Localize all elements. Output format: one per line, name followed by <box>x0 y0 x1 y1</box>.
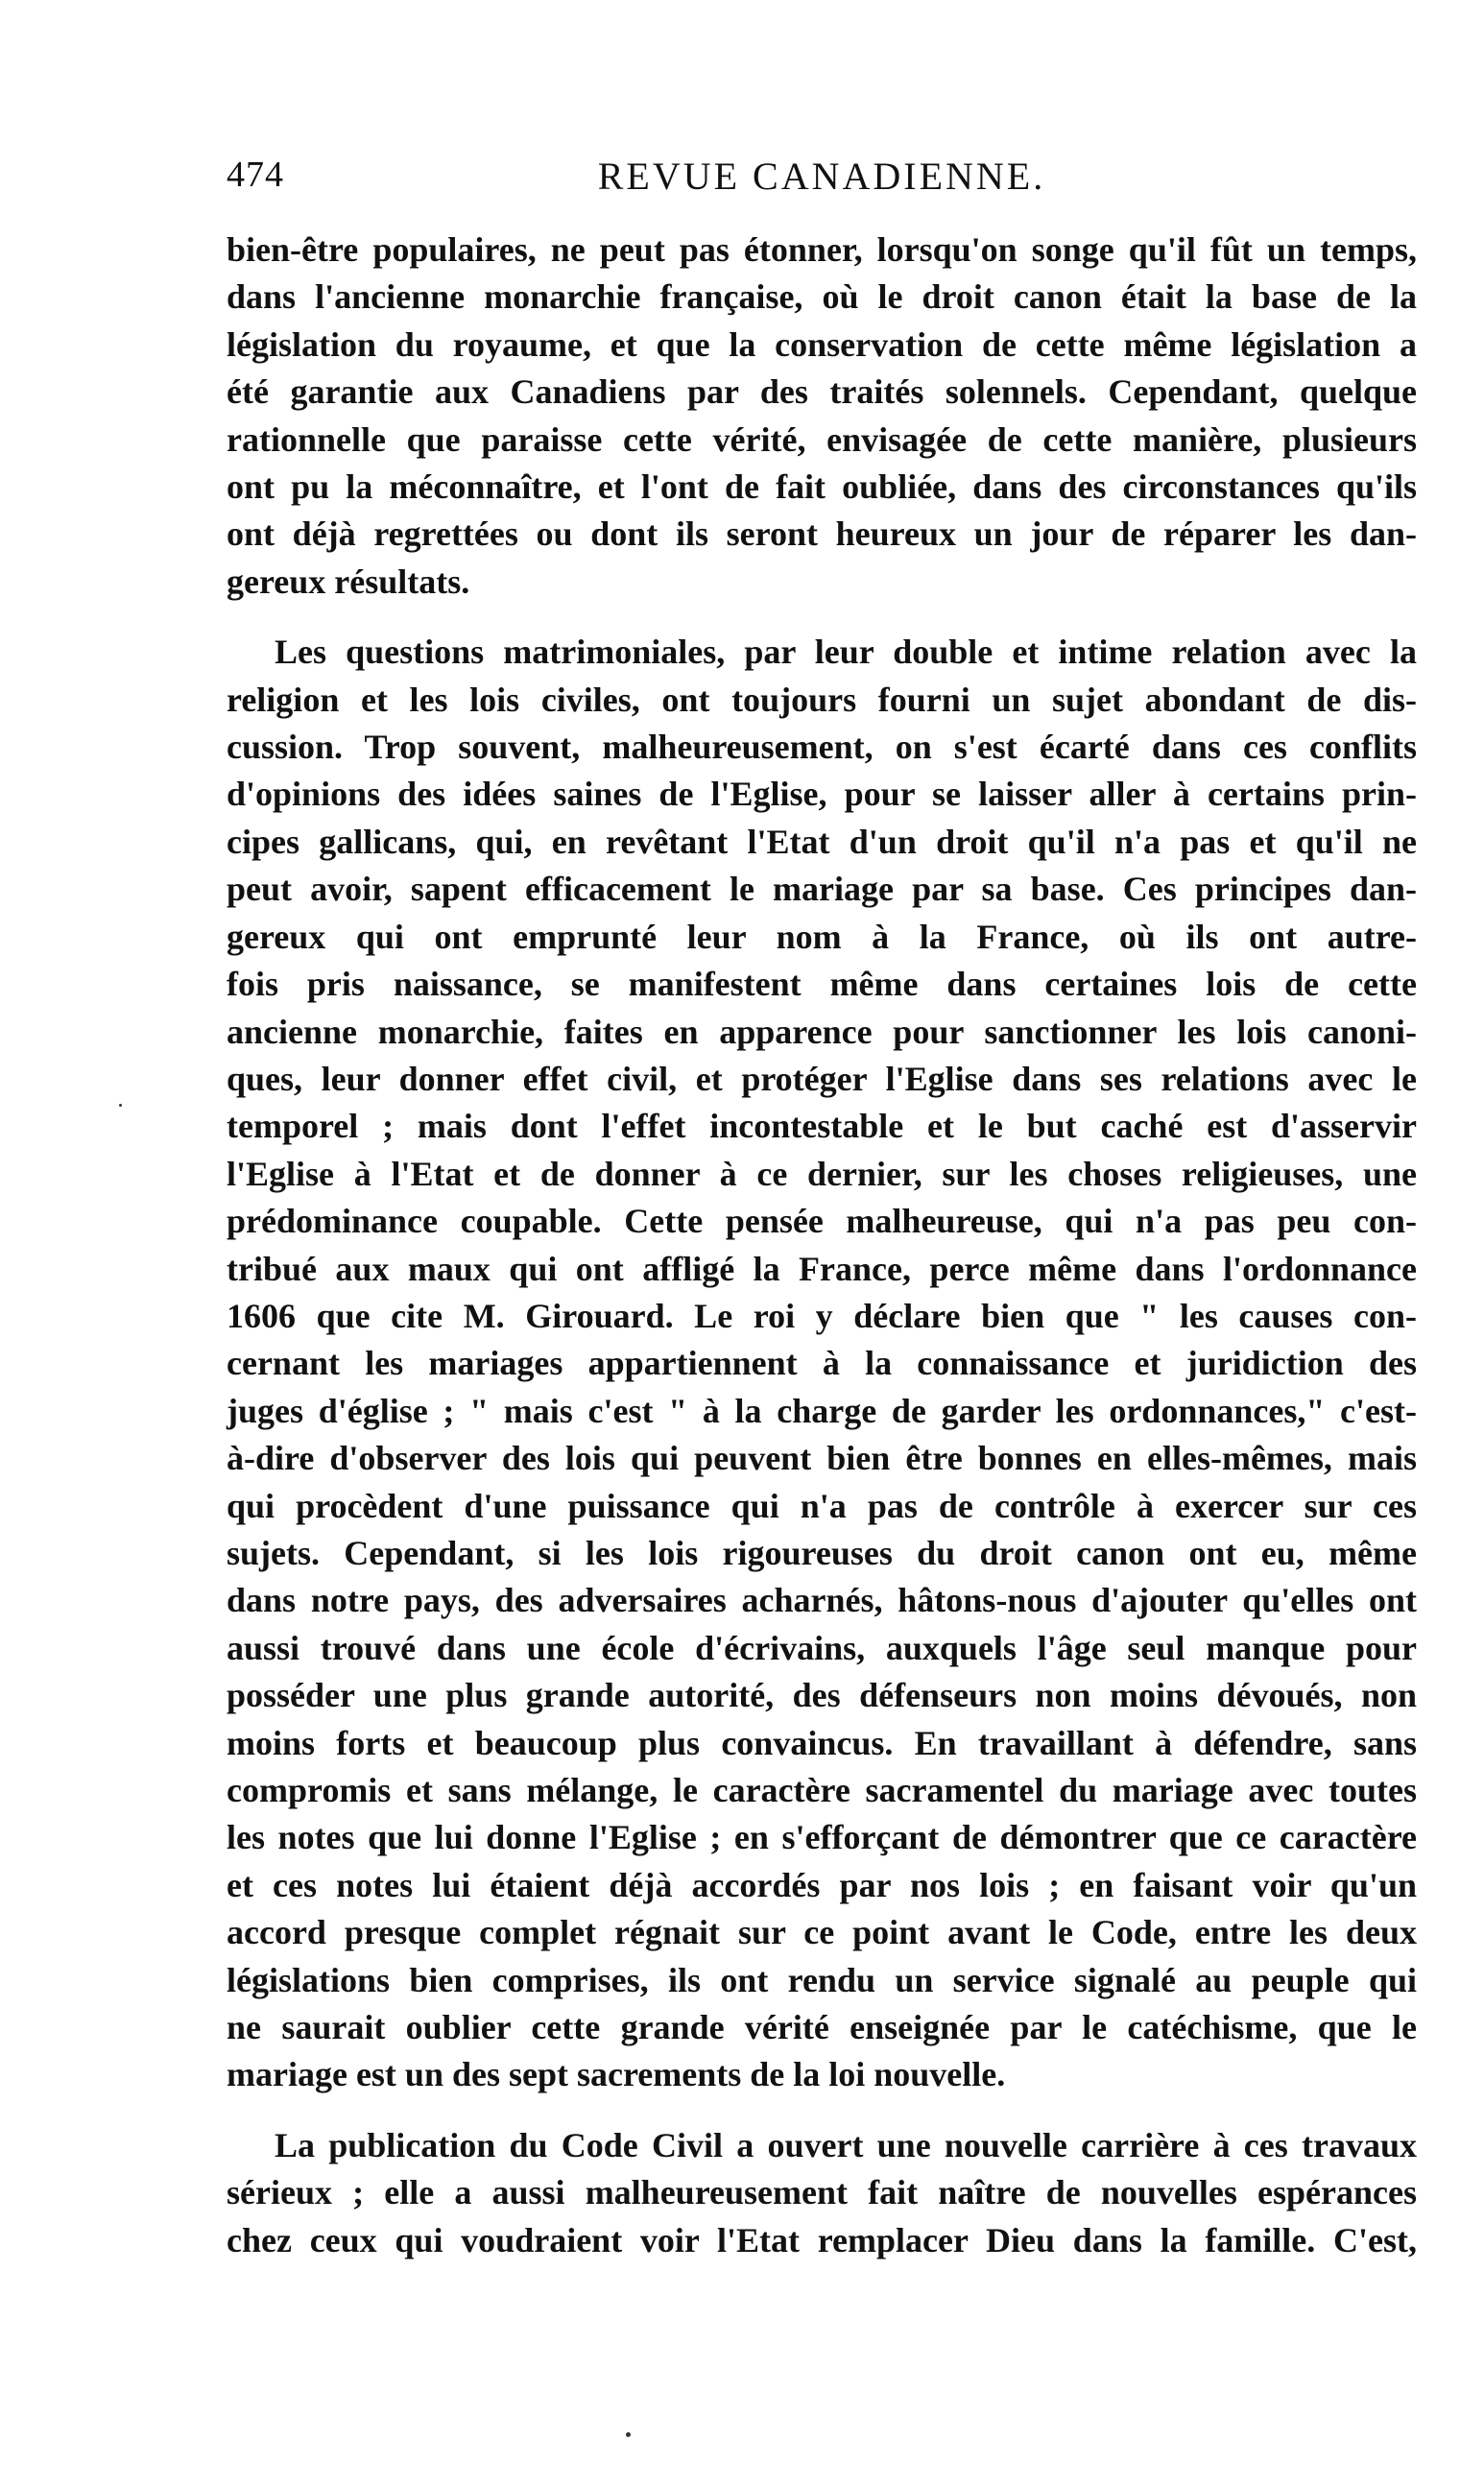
text-line: juges d'église ; " mais c'est " à la charge de garder les ordonnances," c'est- <box>227 1391 1417 1430</box>
text-line: gereux résultats. <box>227 562 470 601</box>
text-line: prédominance coupable. Cette pensée malheureuse, qui n'a pas peu con- <box>227 1202 1417 1241</box>
text-line: dans l'ancienne monarchie française, où le droit canon était la base de la <box>227 277 1417 317</box>
text-line: posséder une plus grande autorité, des défenseurs non moins dévoués, non <box>227 1676 1417 1715</box>
text-line: Les questions matrimoniales, par leur double et intime relation avec la <box>275 633 1417 672</box>
text-line: qui procèdent d'une puissance qui n'a pas de contrôle à exercer sur ces <box>227 1486 1417 1525</box>
text-line: temporel ; mais dont l'effet incontestable et le but caché est d'asservir <box>227 1107 1417 1146</box>
text-line: compromis et sans mélange, le caractère sacramentel du mariage avec toutes <box>227 1771 1417 1809</box>
text-line: moins forts et beaucoup plus convaincus. En travaillant à défendre, sans <box>227 1723 1417 1762</box>
text-line: cernant les mariages appartiennent à la connaissance et juridiction des <box>227 1344 1417 1383</box>
body-text <box>227 227 1417 2264</box>
text-line: d'opinions des idées saines de l'Eglise, pour se laisser aller à certains prin- <box>227 775 1417 814</box>
text-line: cussion. Trop souvent, malheureusement, on s'est écarté dans ces conflits <box>227 728 1417 767</box>
paragraph-gap <box>227 2099 1417 2122</box>
print-speck <box>626 2432 631 2437</box>
text-line: 1606 que cite M. Girouard. Le roi y déclare bien que " les causes con- <box>227 1296 1417 1335</box>
text-line: dans notre pays, des adversaires acharnés, hâtons-nous d'ajouter qu'elles ont <box>227 1581 1417 1620</box>
text-line: rationnelle que paraisse cette vérité, envisagée de cette manière, plusieurs <box>227 419 1417 459</box>
text-line: ques, leur donner effet civil, et protéger l'Eglise dans ses relations avec le <box>227 1059 1417 1098</box>
text-line: l'Eglise à l'Etat et de donner à ce dernier, sur les choses religieuses, une <box>227 1154 1417 1193</box>
paragraph-gap <box>227 606 1417 629</box>
text-line: peut avoir, sapent efficacement le mariage par sa base. Ces principes dan- <box>227 870 1417 909</box>
paragraph <box>227 227 1417 606</box>
text-line: aussi trouvé dans une école d'écrivains, auxquels l'âge seul manque pour <box>227 1628 1417 1667</box>
paragraph <box>227 629 1417 2099</box>
text-line: cipes gallicans, qui, en revêtant l'Etat d'un droit qu'il n'a pas et qu'il ne <box>227 822 1417 861</box>
text-line: sérieux ; elle a aussi malheureusement fait naître de nouvelles espérances <box>227 2173 1417 2212</box>
text-line: et ces notes lui étaient déjà accordés par nos lois ; en faisant voir qu'un <box>227 1865 1417 1904</box>
text-line: sujets. Cependant, si les lois rigoureuses du droit canon ont eu, même <box>227 1533 1417 1572</box>
page-header <box>227 154 1417 211</box>
text-line: législations bien comprises, ils ont rendu un service signalé au peuple qui <box>227 1960 1417 1999</box>
text-line: législation du royaume, et que la conservation de cette même législation a <box>227 324 1417 364</box>
text-line: chez ceux qui voudraient voir l'Etat remplacer Dieu dans la famille. C'est, <box>227 2220 1417 2259</box>
print-speck <box>119 1104 122 1107</box>
text-line: gereux qui ont emprunté leur nom à la France, où ils ont autre- <box>227 917 1417 956</box>
text-line: fois pris naissance, se manifestent même dans certaines lois de cette <box>227 965 1417 1004</box>
text-line: ont pu la méconnaître, et l'ont de fait oubliée, dans des circonstances qu'ils <box>227 467 1417 507</box>
text-line: les notes que lui donne l'Eglise ; en s'efforçant de démontrer que ce caractère <box>227 1818 1417 1857</box>
page-number: 474 <box>227 155 284 195</box>
text-line: accord presque complet régnait sur ce point avant le Code, entre les deux <box>227 1913 1417 1952</box>
text-line: bien-être populaires, ne peut pas étonner, lorsqu'on songe qu'il fût un temps, <box>227 230 1417 269</box>
text-line: été garantie aux Canadiens par des traités solennels. Cependant, quelque <box>227 372 1417 412</box>
running-title: REVUE CANADIENNE. <box>597 155 1046 198</box>
text-line: religion et les lois civiles, ont toujours fourni un sujet abondant de dis- <box>227 680 1417 719</box>
text-line: ne saurait oublier cette grande vérité enseignée par le catéchisme, que le <box>227 2008 1417 2047</box>
paragraph <box>227 2122 1417 2264</box>
text-line: à-dire d'observer des lois qui peuvent bien être bonnes en elles-mêmes, mais <box>227 1439 1417 1478</box>
text-line: tribué aux maux qui ont affligé la France, perce même dans l'ordonnance <box>227 1249 1417 1288</box>
text-line: mariage est un des sept sacrements de la loi nouvelle. <box>227 2055 1006 2094</box>
text-line: La publication du Code Civil a ouvert une nouvelle carrière à ces travaux <box>275 2125 1417 2164</box>
text-line: ont déjà regrettées ou dont ils seront heureux un jour de réparer les dan- <box>227 514 1417 554</box>
text-line: ancienne monarchie, faites en apparence pour sanctionner les lois canoni- <box>227 1012 1417 1051</box>
